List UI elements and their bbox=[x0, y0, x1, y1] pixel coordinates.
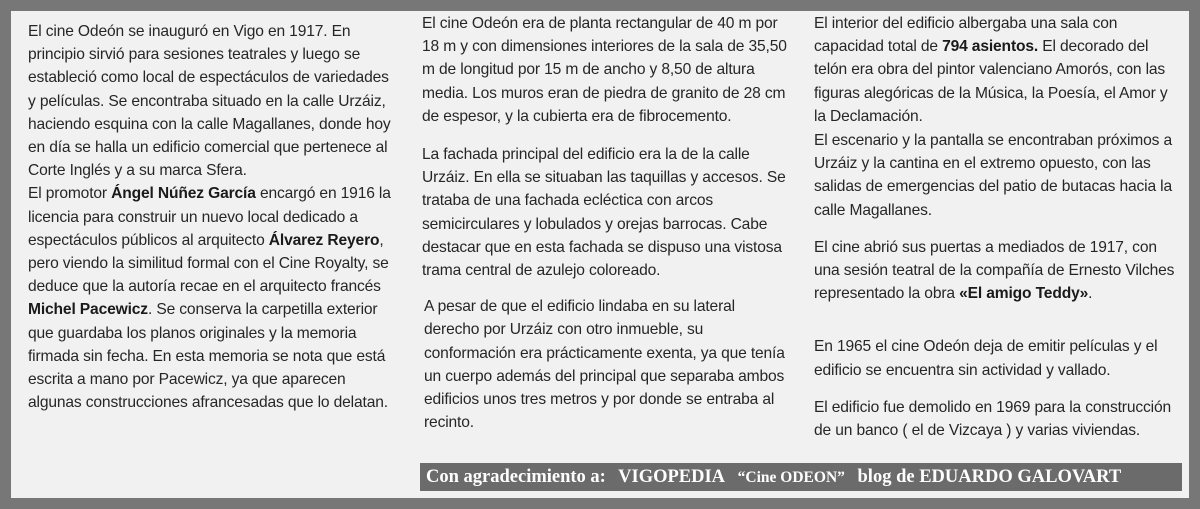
credit-blog: blog de EDUARDO GALOVART bbox=[857, 467, 1122, 487]
text-panel bbox=[11, 11, 1189, 498]
paragraph-facade: La fachada principal del edificio era la de la calle Urzáiz. En ella se situaban las taquillas y accesos. Se trataba de una fachada ecléctica con arcos semicirculares y lobulados y orejas barrocas. Cabe destacar que en esta fachada se dispuso una vistosa trama central de azulejo coloreado. bbox=[422, 146, 786, 280]
credit-article: “Cine ODEON” bbox=[737, 469, 845, 486]
architect-name-french: Michel Pacewicz bbox=[28, 301, 148, 319]
credit-lead: Con agradecimiento a: bbox=[426, 467, 606, 487]
column-3 bbox=[814, 12, 1182, 442]
text-fragment: El interior del edificio albergaba una sala con capacidad total de bbox=[814, 15, 1118, 56]
column-2 bbox=[422, 12, 794, 434]
promoter-name: Ángel Núñez García bbox=[111, 185, 256, 203]
architect-name: Álvarez Reyero bbox=[268, 231, 380, 249]
paragraph-stage: El escenario y la pantalla se encontraban próximos a Urzáiz y la cantina en el extremo opuesto, con las salidas de emergencias del patio de butacas hacia la calle Magallanes. bbox=[814, 132, 1173, 219]
text-fragment: . Se conserva la carpetilla exterior que guardaba los planos originales y la memoria firmada sin fecha. En esta memoria se nota que está escrita a mano por Pacewicz, ya que aparecen algunas construcciones afrancesadas que lo delatan. bbox=[28, 301, 388, 412]
text-fragment: El cine abrió sus puertas a mediados de 1917, con una sesión teatral de la compañía de Ernesto Vilches representado la obra bbox=[814, 238, 1175, 303]
credit-banner bbox=[420, 463, 1182, 491]
text-fragment: El decorado del telón era obra del pintor valenciano Amorós, con las figuras alegóricas de la Música, la Poesía, el Amor y la Declamación. bbox=[814, 38, 1168, 125]
paragraph-demolition: El edificio fue demolido en 1969 para la construcción de un banco ( el de Vizcaya ) y varias viviendas. bbox=[814, 398, 1171, 440]
paragraph-layout: A pesar de que el edificio lindaba en su lateral derecho por Urzáiz con otro inmueble, su conformación era prácticamente exenta, ya que tenía un cuerpo además del principal que separaba ambos edificios unos tres metros y por donde se entraba al recinto. bbox=[424, 298, 785, 432]
paragraph-opening bbox=[814, 236, 1182, 306]
column-1 bbox=[28, 20, 394, 414]
seat-count: 794 asientos. bbox=[942, 38, 1039, 56]
text-fragment: encargó en 1916 la licencia para construir un nuevo local dedicado a espectáculos públicos al arquitecto bbox=[28, 185, 391, 249]
text-fragment: , pero viendo la similitud formal con el Cine Royalty, se deduce que la autoría recae en el arquitecto francés bbox=[28, 231, 389, 296]
play-title: «El amigo Teddy» bbox=[959, 285, 1089, 303]
paragraph-promoter bbox=[28, 182, 394, 414]
paragraph-inauguration: El cine Odeón se inauguró en Vigo en 1917. En principio sirvió para sesiones teatrales y luego se estableció como local de espectáculos de variedades y películas. Se encontraba situado en la calle Urzáiz, haciendo esquina con la calle Magallanes, donde hoy en día se halla un edificio comercial que pertenece al Corte Inglés y a su marca Sfera. bbox=[28, 23, 391, 180]
paragraph-interior bbox=[814, 12, 1182, 128]
text-fragment: El promotor bbox=[28, 185, 112, 203]
credit-source: VIGOPEDIA bbox=[618, 467, 726, 487]
paragraph-dimensions: El cine Odeón era de planta rectangular de 40 m por 18 m y con dimensiones interiores de la sala de 35,50 m de longitud por 15 m de ancho y 8,50 de altura media. Los muros eran de piedra de granito de 28 cm de espesor, y la cubierta era de fibrocemento. bbox=[422, 15, 787, 125]
text-fragment: . bbox=[1088, 285, 1093, 303]
paragraph-closure: En 1965 el cine Odeón deja de emitir películas y el edificio se encuentra sin actividad y vallado. bbox=[814, 338, 1158, 379]
